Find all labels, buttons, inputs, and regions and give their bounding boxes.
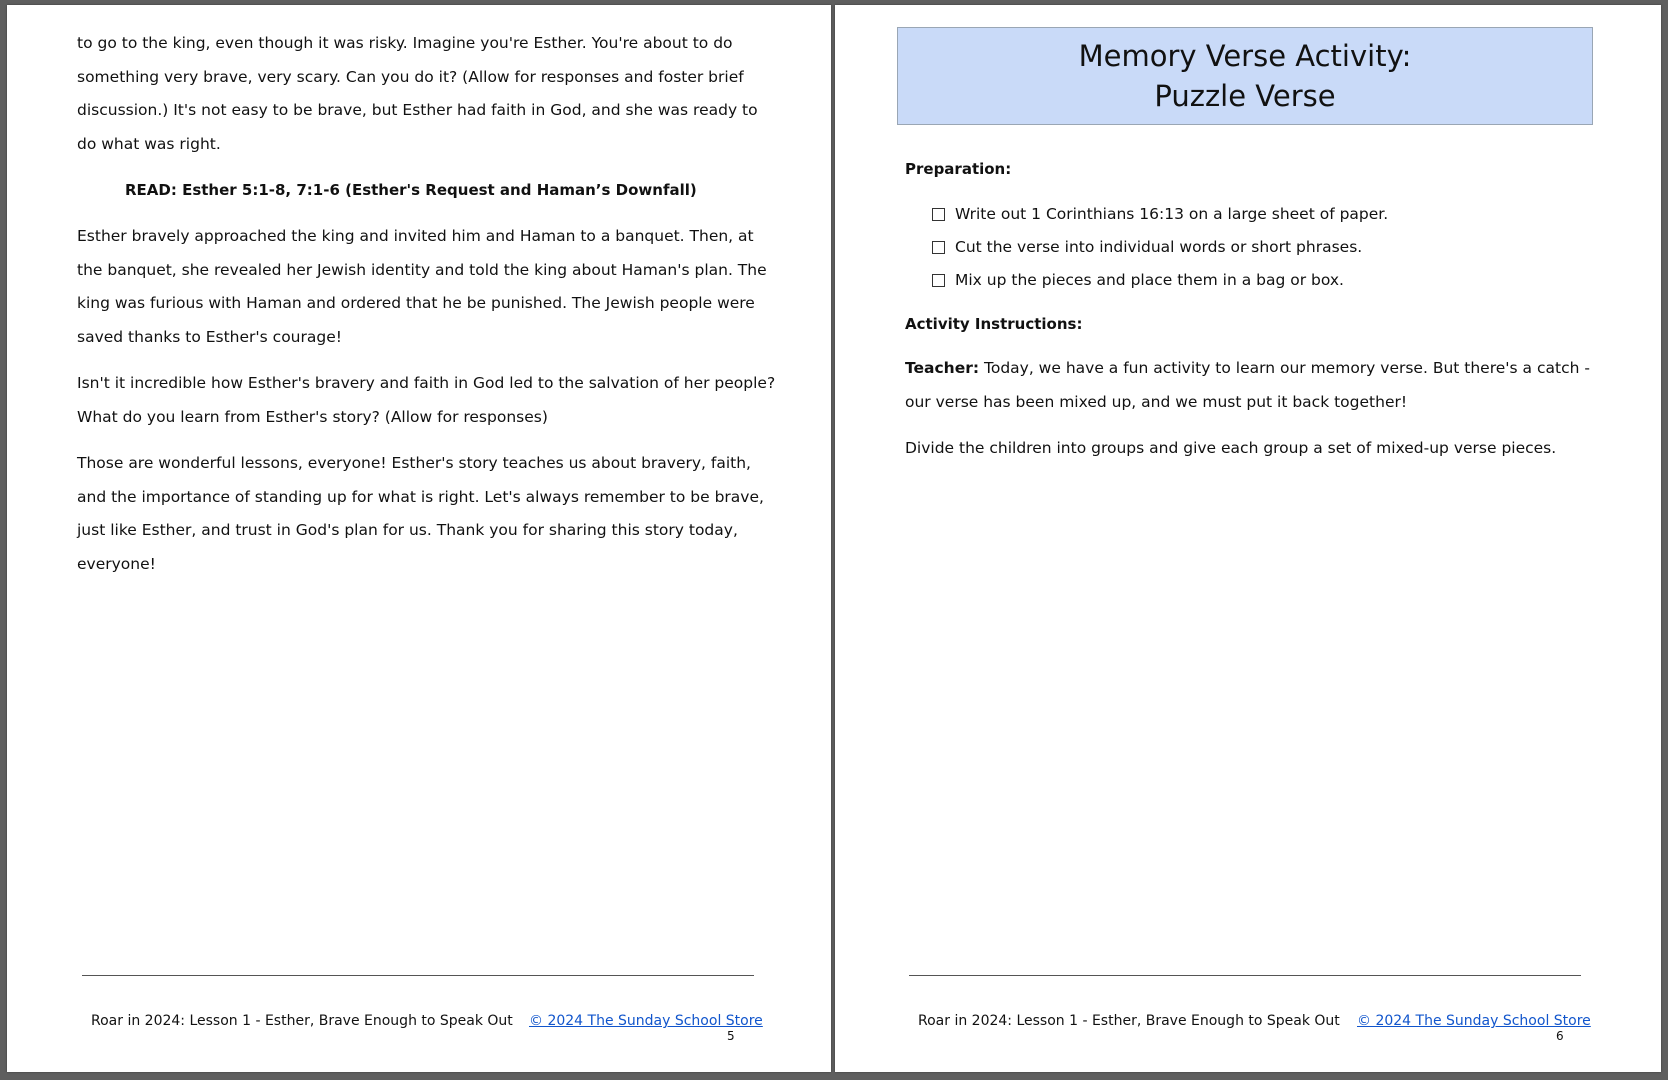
paragraph: Esther bravely approached the king and invited him and Haman to a banquet. Then, at the banquet, she revealed her Jewish identity and told the king about Haman's plan. The king was furious with Haman and ordered that he be punished. The Jewish people were saved thanks to Esther's courage!: [77, 227, 767, 346]
document-page-5: [7, 5, 831, 1072]
footer-divider: [82, 975, 754, 976]
footer-lesson-title: Roar in 2024: Lesson 1 - Esther, Brave Enough to Speak Out: [918, 1013, 1340, 1029]
checkbox-icon[interactable]: [932, 208, 945, 221]
checklist-item: [932, 264, 1595, 297]
preparation-checklist: [905, 198, 1595, 297]
paragraph: Divide the children into groups and give each group a set of mixed-up verse pieces.: [905, 439, 1557, 457]
activity-title-banner: [897, 27, 1593, 125]
preparation-heading: Preparation:: [905, 160, 1012, 178]
page-body: [905, 153, 1595, 479]
page-number: 6: [1556, 1029, 1564, 1043]
scripture-reading-heading: READ: Esther 5:1-8, 7:1-6 (Esther's Request and Haman’s Downfall): [125, 181, 697, 199]
teacher-paragraph: [905, 352, 1595, 419]
checklist-item: [932, 231, 1595, 264]
paragraph: to go to the king, even though it was risky. Imagine you're Esther. You're about to do something very brave, very scary. Can you do it? (Allow for responses and foster brief discussion.) It's not easy to be brave, but Esther had faith in God, and she was ready to do what was right.: [77, 34, 758, 153]
checklist-item-label: Mix up the pieces and place them in a bag or box.: [955, 270, 1344, 289]
checklist-item-label: Write out 1 Corinthians 16:13 on a large sheet of paper.: [955, 204, 1389, 223]
activity-title-line-2: Puzzle Verse: [1154, 79, 1336, 113]
checklist-item-label: Cut the verse into individual words or short phrases.: [955, 237, 1363, 256]
activity-title-line-1: Memory Verse Activity:: [1078, 39, 1412, 73]
teacher-label: Teacher:: [905, 359, 980, 377]
checkbox-icon[interactable]: [932, 241, 945, 254]
paragraph: Those are wonderful lessons, everyone! Esther's story teaches us about bravery, faith, and the importance of standing up for what is right. Let's always remember to be brave, just like Esther, and trust in God's plan for us. Thank you for sharing this story today, everyone!: [77, 454, 764, 573]
footer-lesson-title: Roar in 2024: Lesson 1 - Esther, Brave Enough to Speak Out: [91, 1013, 513, 1029]
footer-copyright-link[interactable]: © 2024 The Sunday School Store: [1357, 1013, 1591, 1029]
document-page-6: [835, 5, 1661, 1072]
page-body: [77, 27, 777, 594]
footer-copyright-link[interactable]: © 2024 The Sunday School Store: [529, 1013, 763, 1029]
activity-instructions-heading: Activity Instructions:: [905, 314, 1083, 333]
teacher-text: Today, we have a fun activity to learn our memory verse. But there's a catch - our verse has been mixed up, and we must put it back together!: [905, 359, 1590, 411]
checkbox-icon[interactable]: [932, 274, 945, 287]
checklist-item: [932, 198, 1595, 231]
page-number: 5: [727, 1029, 735, 1043]
footer-divider: [909, 975, 1581, 976]
paragraph: Isn't it incredible how Esther's bravery and faith in God led to the salvation of her people? What do you learn from Esther's story? (Allow for responses): [77, 374, 776, 426]
